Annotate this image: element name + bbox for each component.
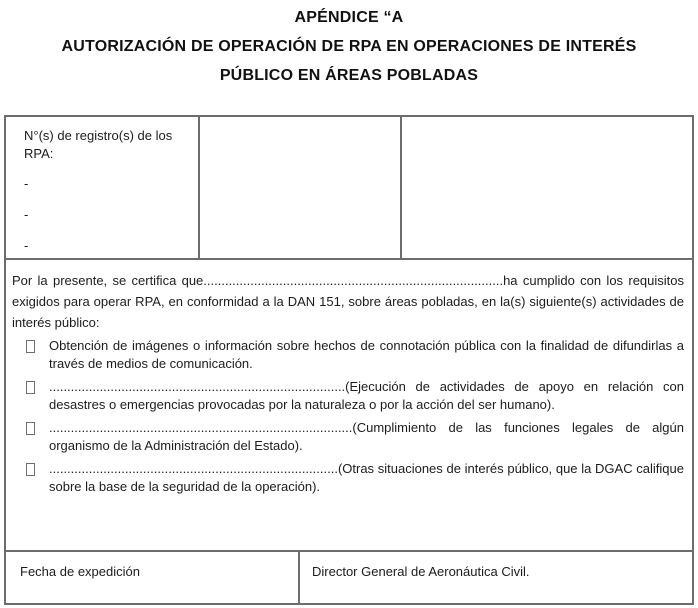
activity-text-4: ................................................................................(Otras situaciones de interés público, que la DGAC califique sobre la base de la seguridad de la operación). [49, 461, 684, 494]
activity-list [12, 337, 686, 496]
activity-item-4 [12, 460, 686, 496]
title-line-1: APÉNDICE “A [294, 9, 404, 26]
certification-paragraph: Por la presente, se certifica que...................................................................................ha cumplido con los requisitos exigidos para operar RPA, en conformidad a la DAN 151, sobre áreas pobladas, en la(s) siguiente(s) actividades de interés público: [12, 273, 684, 330]
activity-item-2 [12, 378, 686, 414]
rpa-registry-cell [6, 117, 200, 258]
empty-checkbox-icon [26, 381, 35, 394]
empty-checkbox-icon [26, 422, 35, 435]
activity-text-3: ....................................................................................(Cumplimiento de las funciones legales de algún organismo de la Administración del Estado). [49, 420, 684, 453]
title-line-2: AUTORIZACIÓN DE OPERACIÓN DE RPA EN OPERACIONES DE INTERÉS [61, 38, 637, 55]
registry-row [6, 117, 692, 260]
director-signature-label: Director General de Aeronáutica Civil. [312, 564, 530, 579]
authorization-form-table [4, 115, 694, 605]
empty-checkbox-icon [26, 463, 35, 476]
empty-checkbox-icon [26, 340, 35, 353]
certification-section [6, 260, 692, 552]
registry-dash-2: - [24, 207, 29, 222]
activity-item-1 [12, 337, 686, 373]
registry-dash-1: - [24, 176, 29, 191]
director-signature-cell [300, 552, 692, 603]
registry-blank-cell-1 [200, 117, 402, 258]
registry-dash-3: - [24, 238, 29, 253]
activity-item-3 [12, 419, 686, 455]
activity-text-1: Obtención de imágenes o información sobre hechos de connotación pública con la finalidad de difundirlas a través de medios de comunicación. [49, 338, 684, 371]
rpa-registry-label: N°(s) de registro(s) de los RPA: [24, 128, 173, 161]
expedition-date-label: Fecha de expedición [20, 564, 140, 579]
title-line-3: PÚBLICO EN ÁREAS POBLADAS [219, 67, 479, 84]
document-title [0, 0, 698, 90]
activity-text-2: ..................................................................................(Ejecución de actividades de apoyo en relación con desastres o emergencias provocadas por la naturaleza o por la acción del ser humano). [49, 379, 684, 412]
registry-blank-cell-2 [402, 117, 692, 258]
expedition-date-cell [6, 552, 300, 603]
footer-row [6, 552, 692, 603]
